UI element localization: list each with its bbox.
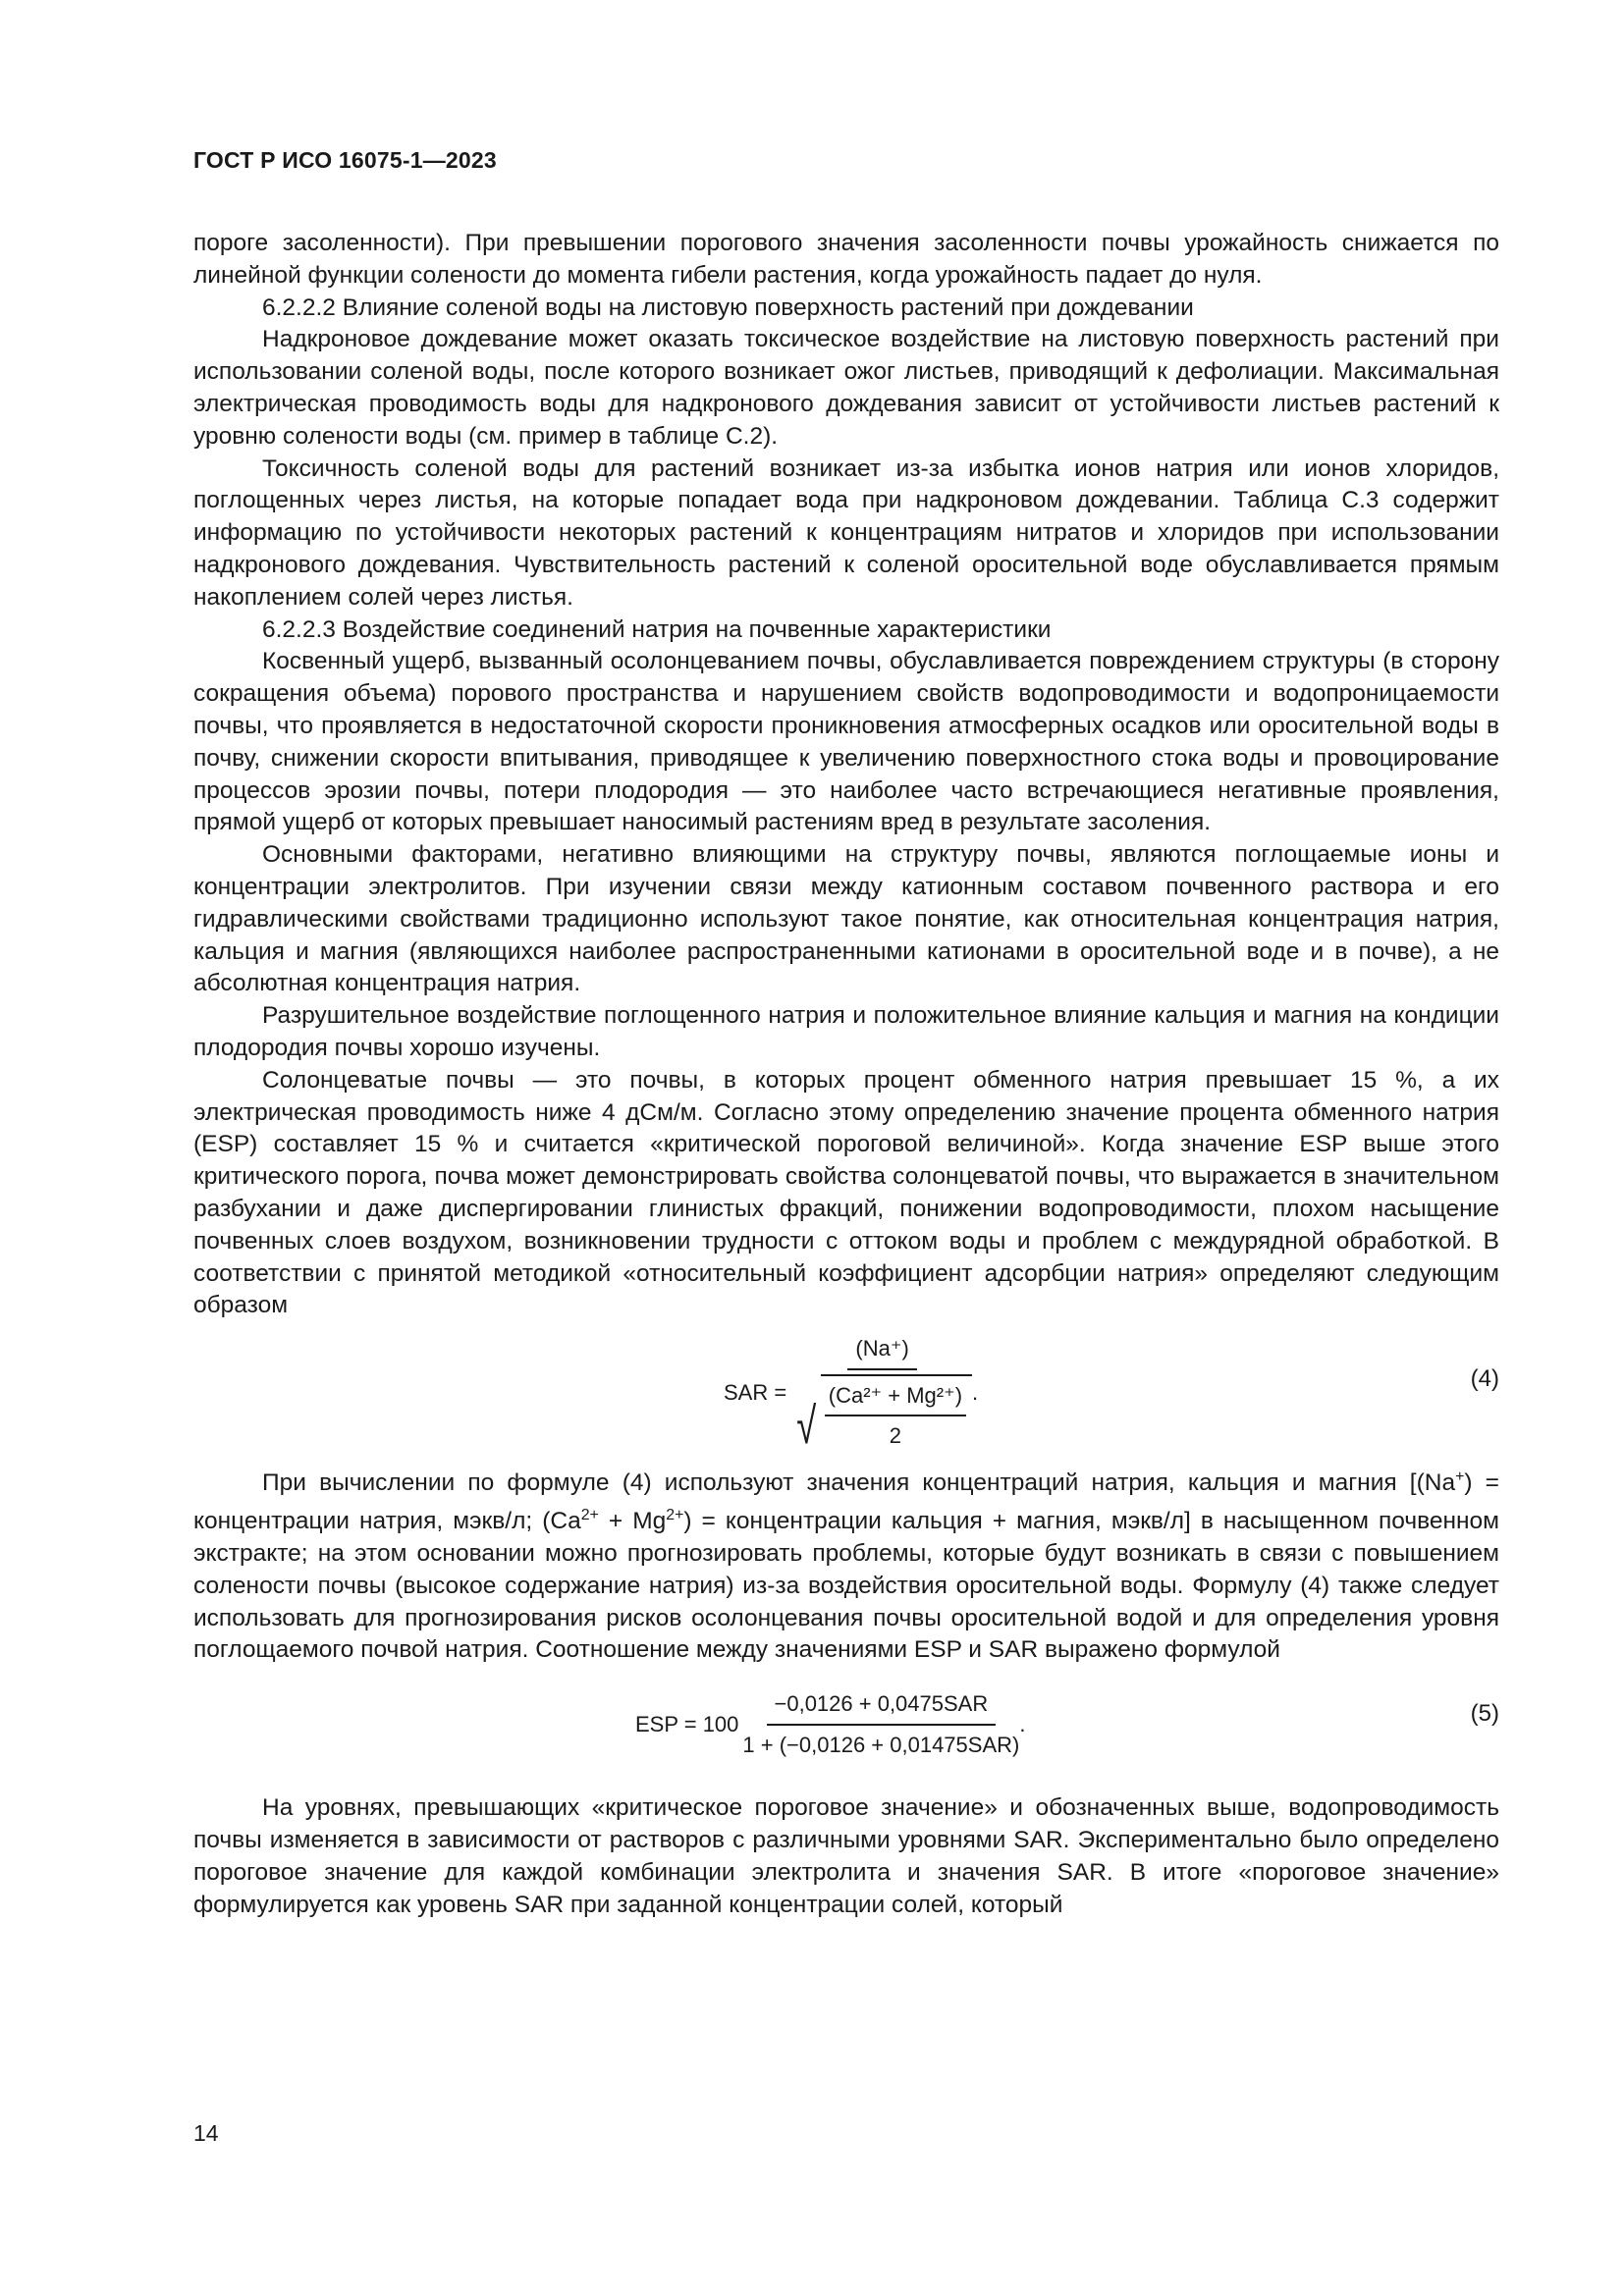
formula-sar-numerator: (Na⁺) [847, 1333, 916, 1370]
document-header: ГОСТ Р ИСО 16075-1—2023 [193, 147, 497, 173]
formula-esp-numerator: −0,0126 + 0,0475SAR [767, 1688, 997, 1726]
formula-esp-fraction [742, 1688, 1019, 1762]
paragraph: Косвенный ущерб, вызванный осолонцеванием почвы, обуславливается повреждением структуры (в сторону сокращения объема) порового пространства и нарушением свойств водопроводимости и водопроницаемости почвы, что проявляется в недостаточной скорости проникновения атмосферных осадков или оросительной воды в почву, снижении скорости впитывания, приводящее к увеличению поверхностного стока воды и провоцирование процессов эрозии почвы, потери плодородия — это наиболее часто встречающиеся негативные проявления, прямой ущерб от которых превышает наносимый растениям вред в результате засоления. [193, 648, 1499, 836]
formula-esp [193, 1686, 1499, 1763]
formula-sar-den-div: 2 [889, 1422, 902, 1448]
formula-esp-lhs: ESP = 100 [635, 1711, 739, 1736]
page-number: 14 [193, 2120, 219, 2146]
formula-sar [193, 1336, 1499, 1456]
paragraph: На уровнях, превышающих «критическое пороговое значение» и обозначенных выше, водопроводимость почвы изменяется в зависимости от растворов с различными уровнями SAR. Экспериментально было определено пороговое значение для каждой комбинации электролита и значения SAR. В итоге «пороговое значение» формулируется как уровень SAR при заданной концентрации солей, который [193, 1794, 1499, 1918]
formula-sar-den-inner: (Ca²⁺ + Mg²⁺) [825, 1380, 966, 1416]
formula-esp-denominator: 1 + (−0,0126 + 0,01475SAR) [742, 1732, 1020, 1757]
formula-sar-fraction [792, 1333, 972, 1456]
equation-number: (5) [1470, 1700, 1499, 1728]
paragraph: Разрушительное воздействие поглощенного натрия и положительное влияние кальция и магния на кондиции плодородия почвы хорошо изучены. [193, 1002, 1499, 1061]
formula-sar-lhs: SAR = [724, 1379, 787, 1405]
paragraph: Токсичность соленой воды для растений возникает из-за избытка ионов натрия или ионов хлоридов, поглощенных через листья, на которые попадает вода при надкроновом дождевании. Таблица С.3 содержит информацию по устойчивости некоторых растений к концентрациям нитратов и хлоридов при использовании надкронового дождевания. Чувствительность растений к соленой оросительной воде обуславливается прямым накоплением солей через листья. [193, 454, 1499, 611]
formula-esp-tail: . [1019, 1711, 1026, 1736]
subsection-heading: 6.2.2.3 Воздействие соединений натрия на почвенные характеристики [262, 615, 1052, 643]
formula-sar-tail: . [972, 1379, 979, 1405]
document-body [193, 228, 1499, 1921]
paragraph: Надкроновое дождевание может оказать токсическое воздействие на листовую поверхность растений при использовании соленой воды, после которого возникает ожог листьев, приводящий к дефолиации. Максимальная электрическая проводимость воды для надкронового дождевания зависит от устойчивости листьев растений к уровню солености воды (см. пример в таблице С.2). [193, 326, 1499, 450]
subsection-heading: 6.2.2.2 Влияние соленой воды на листовую поверхность растений при дождевании [262, 294, 1194, 321]
paragraph: При вычислении по формуле (4) используют значения концентраций натрия, кальция и магния [(Na+) = концентрации натрия, мэкв/л; $(Ca^{2+} + Mg^{2+})$ = концентрации кальция + магния, мэкв/л] в насыщенном почвенном экстракте; на этом основании можно прогнозировать проблемы, которые будут возникать в связи с повышением солености почвы (высокое содержание натрия) из-за воздействия оросительной воды. Формулу (4) также следует использовать для прогнозирования рисков осолонцевания почвы оросительной водой и для определения уровня поглощаемого почвой натрия. Соотношение между значениями ESP и SAR выражено формулой [193, 1468, 1499, 1664]
paragraph: Основными факторами, негативно влияющими на структуру почвы, являются поглощаемые ионы и концентрации электролитов. При изучении связи между катионным составом почвенного раствора и его гидравлическими свойствами традиционно используют такое понятие, как относительная концентрация натрия, кальция и магния (являющихся наиболее распространенными катионами в оросительной воде и в почве), а не абсолютная концентрация натрия. [193, 841, 1499, 997]
paragraph: пороге засоленности). При превышении порогового значения засоленности почвы урожайность снижается по линейной функции солености до момента гибели растения, когда урожайность падает до нуля. [193, 230, 1499, 289]
paragraph: Солонцеватые почвы — это почвы, в которых процент обменного натрия превышает 15 %, а их электрическая проводимость ниже 4 дСм/м. Согласно этому определению значение процента обменного натрия (ESP) составляет 15 % и считается «критической пороговой величиной». Когда значение ESP выше этого критического порога, почва может демонстрировать свойства солонцеватой почвы, что выражается в значительном разбухании и даже диспергировании глинистых фракций, понижении водопроводимости, плохом насыщение почвенных слоев воздухом, возникновении трудности с оттоком воды и проблем с междурядной обработкой. В соответствии с принятой методикой «относительный коэффициент адсорбции натрия» определяют следующим образом [193, 1066, 1499, 1319]
equation-number: (4) [1470, 1365, 1499, 1393]
formula-sar-sqrt: √ (Ca²⁺ + Mg²⁺) 2 [792, 1374, 972, 1453]
